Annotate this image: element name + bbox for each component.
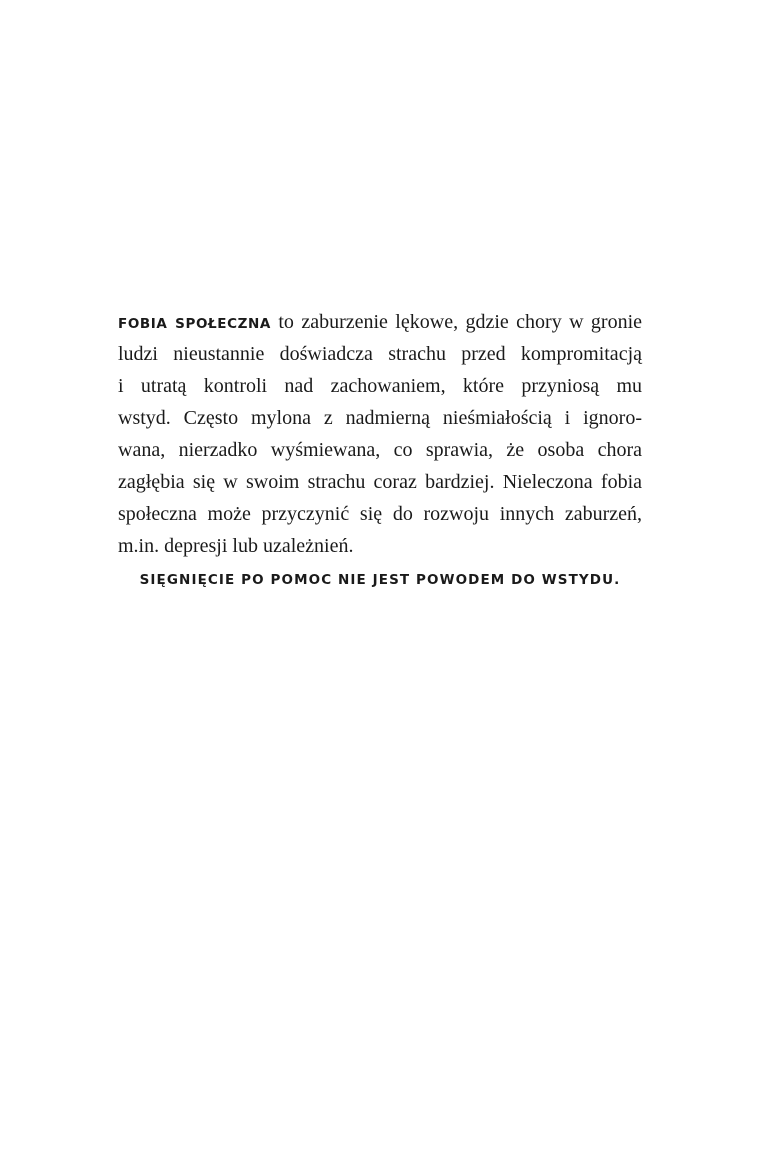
paragraph-line-6: zagłębia się w swoim strachu coraz bardziej. Nieleczona fobia [118, 471, 642, 493]
paragraph-line-8: m.in. depresji lub uzależnień. [118, 535, 354, 557]
paragraph-line-1-text: to zaburzenie lękowe, gdzie chory w gronie [278, 311, 643, 333]
paragraph-line-5: wana, nierzadko wyśmiewana, co sprawia, że osoba chora [118, 439, 642, 461]
paragraph-line-3: i utratą kontroli nad zachowaniem, które przyniosą mu [118, 375, 642, 397]
paragraph-line-1 [118, 306, 642, 338]
defined-term: FOBIA SPOŁECZNA [118, 316, 271, 332]
paragraph-line-4: wstyd. Często mylona z nadmierną nieśmiałością i ignoro- [118, 407, 642, 429]
paragraph-line-2: ludzi nieustannie doświadcza strachu przed kompromitacją [118, 343, 642, 365]
slogan-heading: SIĘGNIĘCIE PO POMOC NIE JEST POWODEM DO WSTYDU. [139, 572, 621, 588]
definition-paragraph [118, 306, 642, 562]
paragraph-line-7: społeczna może przyczynić się do rozwoju innych zaburzeń, [118, 503, 642, 525]
